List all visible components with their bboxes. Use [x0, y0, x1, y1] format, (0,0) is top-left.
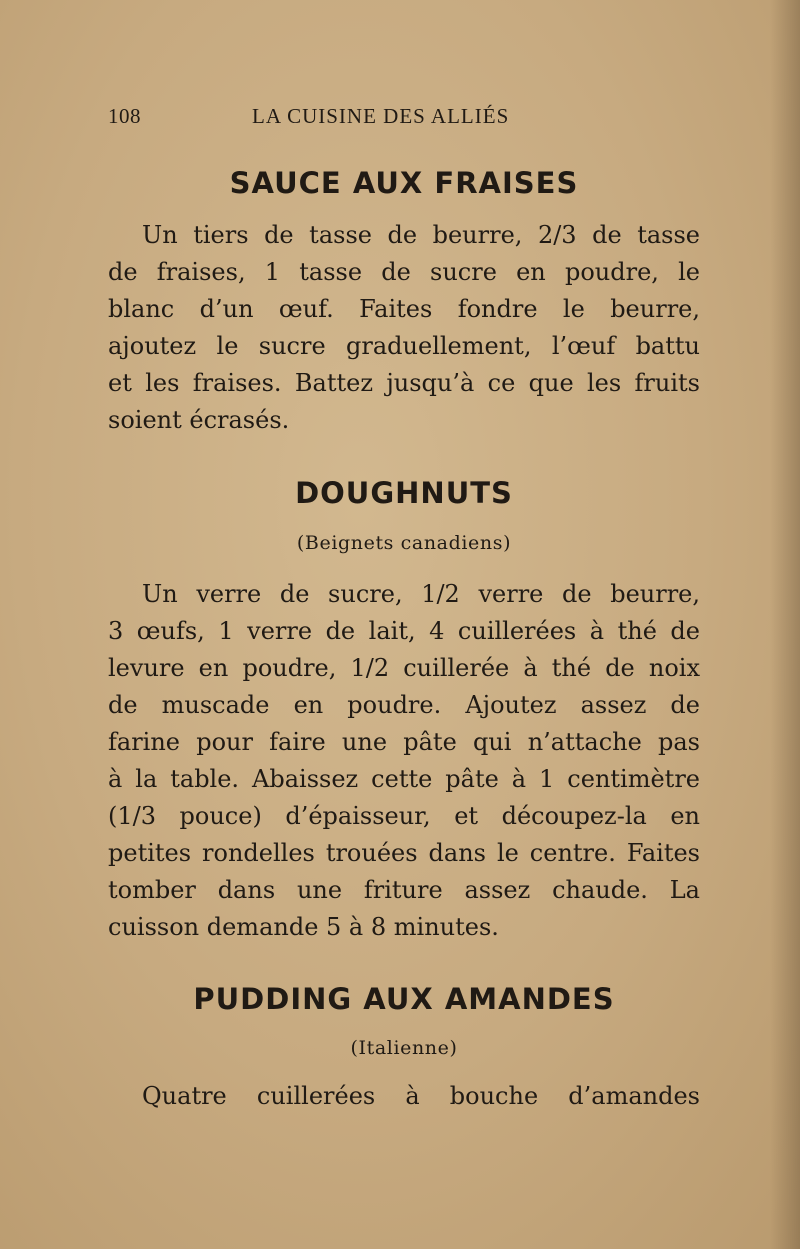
text-line: cuisson demande 5 à 8 minutes. [108, 913, 499, 941]
text-line: et les fraises. Battez jusqu’à ce que les fruits [108, 369, 700, 397]
text-line: farine pour faire une pâte qui n’attache pas [108, 728, 700, 756]
text-line: petites rondelles trouées dans le centre. Faites [108, 839, 700, 867]
text-line: blanc d’un œuf. Faites fondre le beurre, [108, 295, 700, 323]
text-line: 3 œufs, 1 verre de lait, 4 cuillerées à thé de [108, 617, 700, 645]
page-number: 108 [108, 104, 141, 128]
text-line: Un verre de sucre, 1/2 verre de beurre, [142, 580, 700, 608]
page-edge-shadow [770, 0, 800, 1249]
recipe-title-pudding-aux-amandes: PUDDING AUX AMANDES [193, 982, 615, 1016]
recipe-subtitle-doughnuts: (Beignets canadiens) [296, 532, 512, 554]
text-line: Quatre cuillerées à bouche d’amandes [142, 1082, 700, 1110]
text-line: ajoutez le sucre graduellement, l’œuf battu [108, 332, 700, 360]
recipe-body-doughnuts [108, 576, 700, 946]
text-line: Un tiers de tasse de beurre, 2/3 de tasse [142, 221, 700, 249]
text-line: soient écrasés. [108, 406, 290, 434]
text-line: levure en poudre, 1/2 cuillerée à thé de noix [108, 654, 700, 682]
text-line: tomber dans une friture assez chaude. La [108, 876, 700, 904]
recipe-body-pudding-aux-amandes [108, 1078, 700, 1115]
text-line: de fraises, 1 tasse de sucre en poudre, le [108, 258, 700, 286]
recipe-title-sauce-aux-fraises: SAUCE AUX FRAISES [229, 166, 579, 200]
text-line: de muscade en poudre. Ajoutez assez de [108, 691, 700, 719]
text-line: à la table. Abaissez cette pâte à 1 centimètre [108, 765, 700, 793]
recipe-subtitle-pudding-aux-amandes: (Italienne) [350, 1037, 458, 1059]
running-title: LA CUISINE DES ALLIÉS [252, 104, 510, 128]
recipe-body-sauce-aux-fraises [108, 217, 700, 439]
running-header [108, 104, 708, 134]
recipe-title-doughnuts: DOUGHNUTS [295, 476, 513, 510]
text-line: (1/3 pouce) d’épaisseur, et découpez-la en [108, 802, 700, 830]
